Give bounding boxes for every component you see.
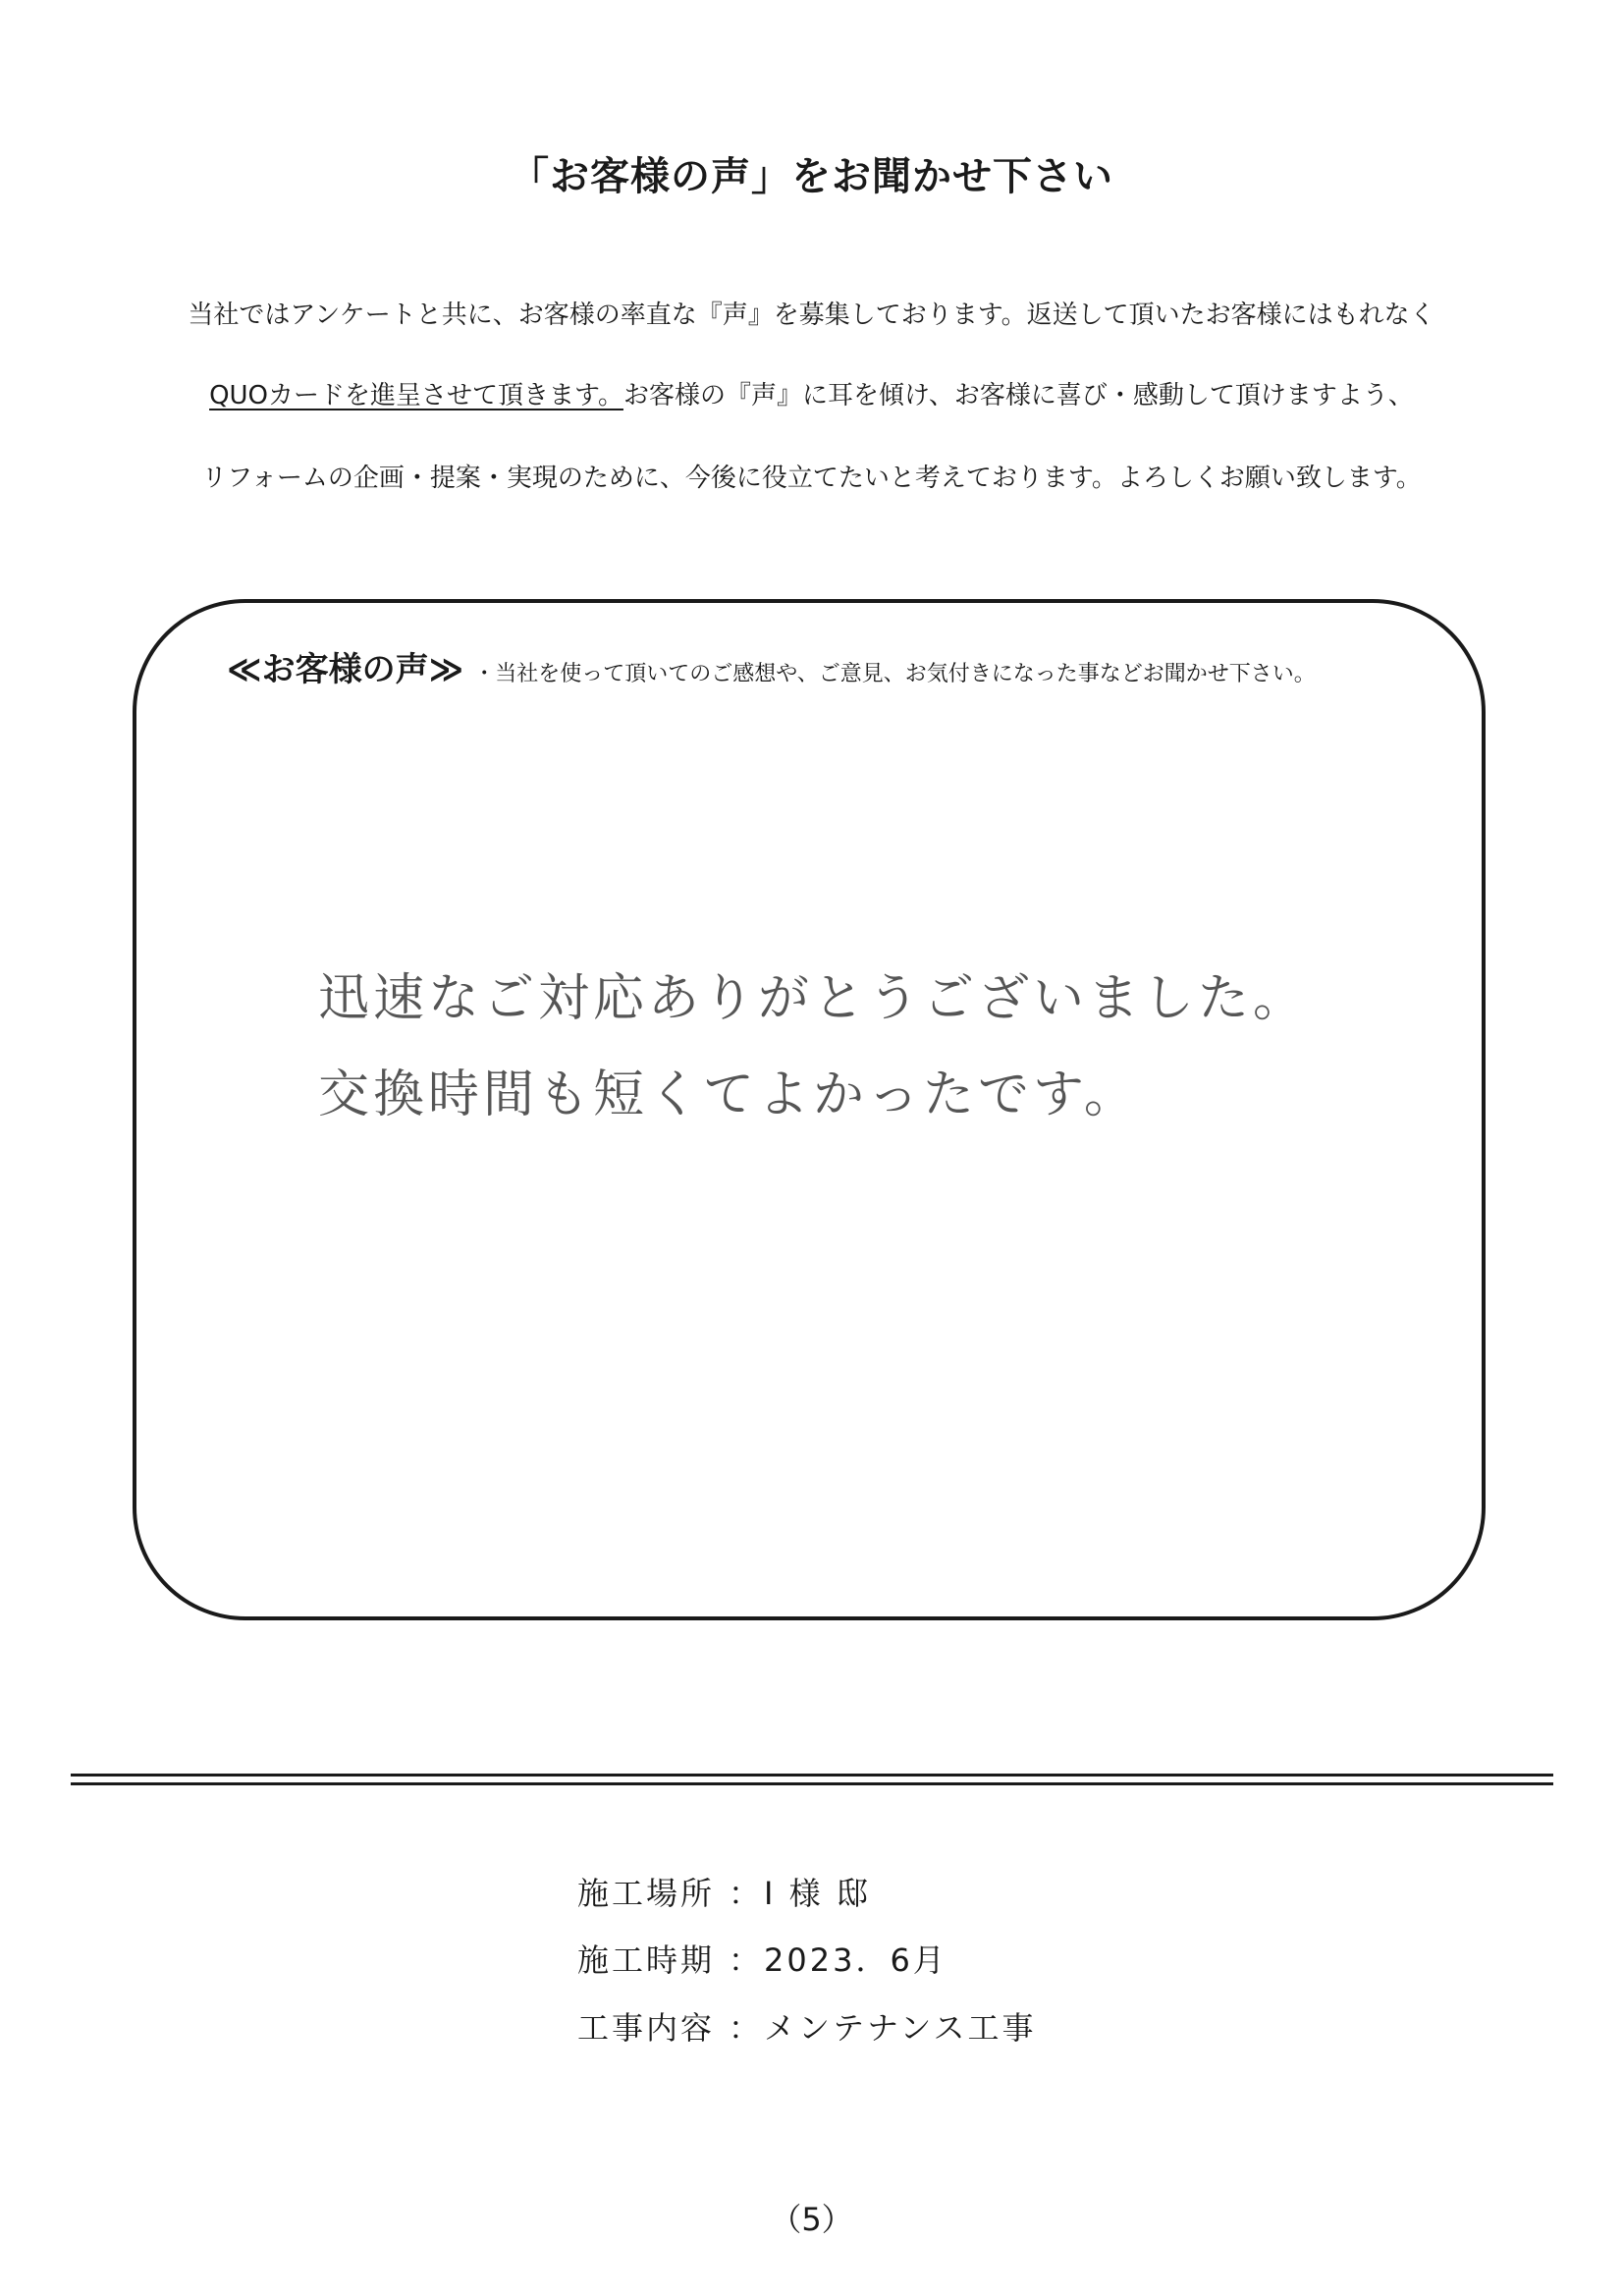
- voice-box-header: [227, 642, 1316, 690]
- customer-comment-line-1: 迅速なご対応ありがとうございました。: [318, 969, 1309, 1028]
- info-value-work-type: メンテナンス工事: [764, 2009, 1037, 2047]
- divider-line-top: [71, 1774, 1553, 1777]
- voice-box-title: ≪お客様の声≫: [227, 650, 464, 689]
- quo-card-notice: QUOカードを進呈させて頂きます。: [209, 381, 623, 410]
- intro-line-3: リフォームの企画・提案・実現のために、今後に役立てたいと考えております。よろしくお願い致します。: [201, 464, 1422, 493]
- voice-box-instruction: ・当社を使って頂いてのご感想や、ご意見、お気付きになった事などお聞かせ下さい。: [473, 662, 1316, 686]
- info-separator: ：: [728, 1875, 760, 1912]
- info-label-period: 施工時期: [577, 1941, 716, 1979]
- page-title: 「お客様の声」をお聞かせ下さい: [510, 154, 1113, 199]
- info-separator: ：: [728, 2009, 760, 2047]
- info-row-work-type: [577, 2003, 1036, 2049]
- intro-line-2: [0, 375, 1623, 411]
- intro-line-1: 当社ではアンケートと共に、お客様の率直な『声』を募集しております。返送して頂いたお客様にはもれなく: [188, 301, 1435, 330]
- info-row-location: [577, 1869, 871, 1914]
- info-value-location: I 様 邸: [764, 1875, 871, 1912]
- divider-line-bottom: [71, 1782, 1553, 1785]
- info-row-period: [577, 1936, 947, 1981]
- intro-line-2-text: お客様の『声』に耳を傾け、お客様に喜び・感動して頂けますよう、: [622, 381, 1414, 410]
- customer-comment-line-2: 交換時間も短くてよかったです。: [318, 1066, 1139, 1124]
- info-label-location: 施工場所: [577, 1875, 716, 1912]
- customer-voice-box: [133, 599, 1486, 1620]
- info-separator: ：: [728, 1941, 760, 1979]
- info-value-period: 2023．6月: [764, 1941, 947, 1979]
- page-number: （5）: [770, 2201, 853, 2238]
- info-label-work-type: 工事内容: [577, 2009, 716, 2047]
